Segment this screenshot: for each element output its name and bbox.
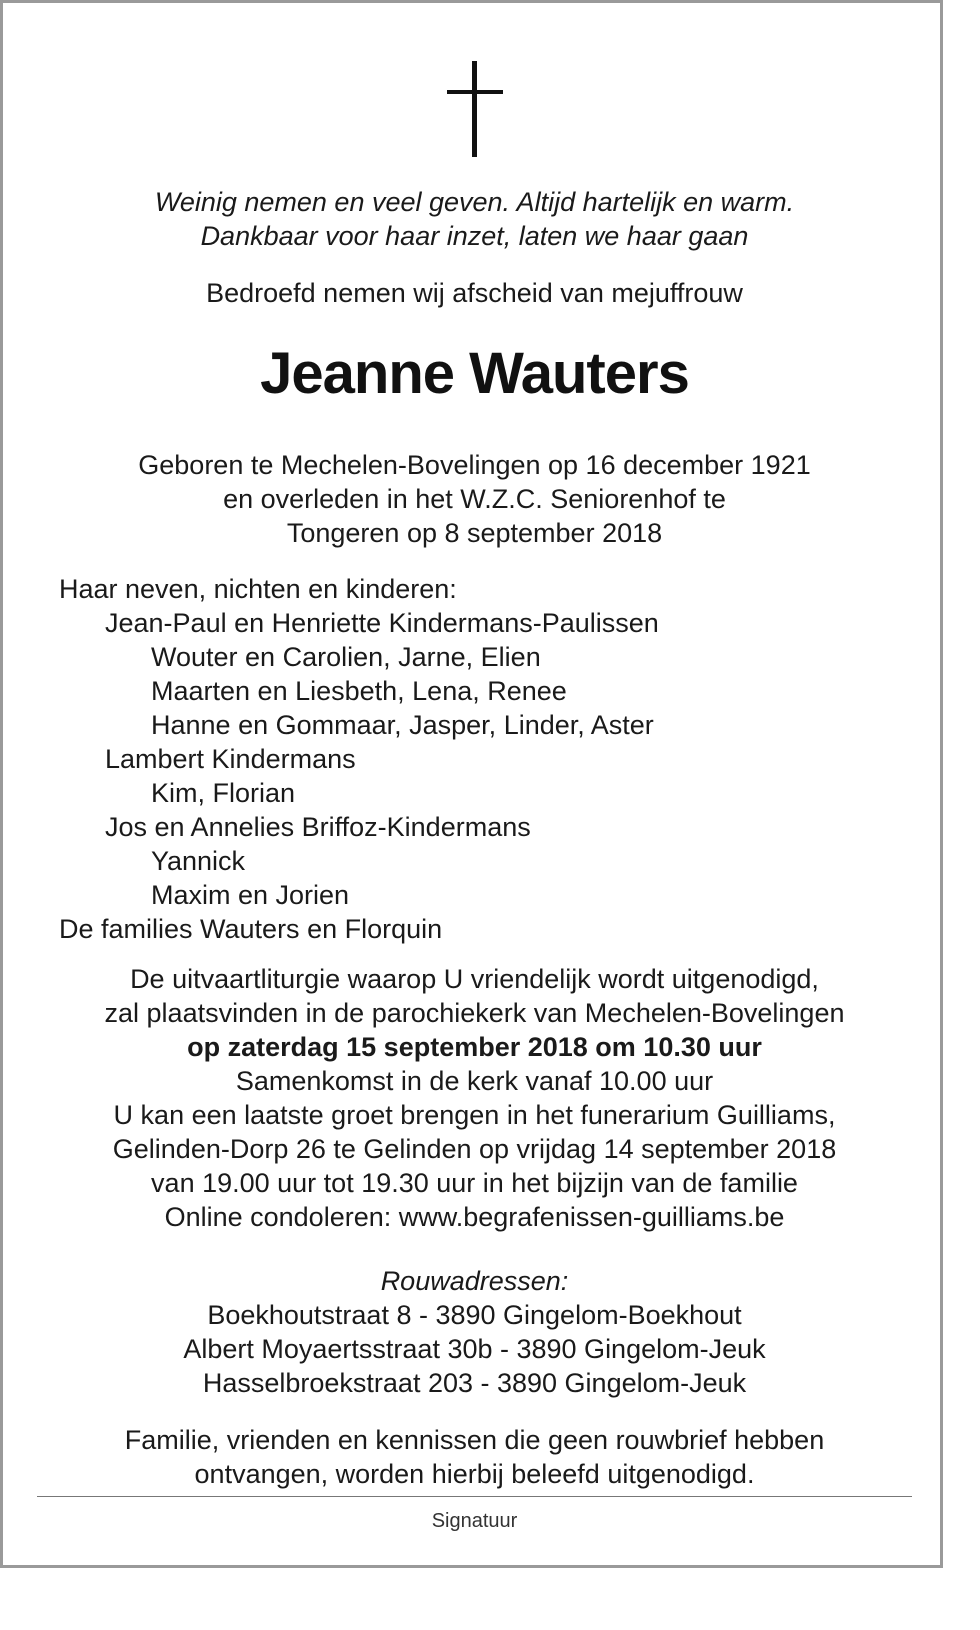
closing-line: Familie, vrienden en kennissen die geen rouwbrief hebben <box>124 1425 825 1455</box>
family-line: Lambert Kindermans <box>105 744 356 774</box>
birth-death-info <box>3 448 946 550</box>
funeral-info <box>3 962 946 1234</box>
address-line: Boekhoutstraat 8 - 3890 Gingelom-Boekhout <box>207 1300 742 1330</box>
intro-line: Bedroefd nemen wij afscheid van mejuffrouw <box>206 278 743 308</box>
family-line: Maxim en Jorien <box>151 880 350 910</box>
family-line: Hanne en Gommaar, Jasper, Linder, Aster <box>151 710 654 740</box>
mourning-addresses <box>3 1264 946 1400</box>
birth-death-line: Geboren te Mechelen-Bovelingen op 16 december 1921 <box>138 450 811 480</box>
deceased-name: Jeanne Wauters <box>260 341 689 406</box>
quote <box>3 185 946 253</box>
funeral-line: U kan een laatste groet brengen in het funerarium Guilliams, <box>113 1100 836 1130</box>
cross-icon <box>447 61 503 157</box>
family-line: Kim, Florian <box>151 778 296 808</box>
family-line: Jos en Annelies Briffoz-Kindermans <box>105 812 531 842</box>
family-line: Jean-Paul en Henriette Kindermans-Paulissen <box>105 608 659 638</box>
divider <box>37 1496 912 1497</box>
closing-line: ontvangen, worden hierbij beleefd uitgenodigd. <box>194 1459 755 1489</box>
quote-line: Weinig nemen en veel geven. Altijd hartelijk en warm. <box>154 187 795 217</box>
funeral-line: Samenkomst in de kerk vanaf 10.00 uur <box>235 1066 714 1096</box>
family-line: Yannick <box>151 846 246 876</box>
birth-death-line: en overleden in het W.Z.C. Seniorenhof te <box>223 484 726 514</box>
funeral-line: Gelinden-Dorp 26 te Gelinden op vrijdag 14 september 2018 <box>112 1134 837 1164</box>
funeral-date: op zaterdag 15 september 2018 om 10.30 uur <box>187 1032 762 1062</box>
family-line: Maarten en Liesbeth, Lena, Renee <box>151 676 567 706</box>
birth-death-line: Tongeren op 8 september 2018 <box>286 518 663 548</box>
family-line: Haar neven, nichten en kinderen: <box>59 574 457 604</box>
address-line: Albert Moyaertsstraat 30b - 3890 Gingelom-Jeuk <box>183 1334 766 1364</box>
family-line: Wouter en Carolien, Jarne, Elien <box>151 642 541 672</box>
funeral-line: zal plaatsvinden in de parochiekerk van Mechelen-Bovelingen <box>104 998 845 1028</box>
condolence-website: Online condoleren: www.begrafenissen-guilliams.be <box>164 1202 785 1232</box>
signature: Signatuur <box>431 1510 518 1532</box>
address-line: Hasselbroekstraat 203 - 3890 Gingelom-Jeuk <box>202 1368 747 1398</box>
family-line: De families Wauters en Florquin <box>59 914 443 944</box>
funeral-line: De uitvaartliturgie waarop U vriendelijk wordt uitgenodigd, <box>130 964 819 994</box>
funeral-line: van 19.00 uur tot 19.30 uur in het bijzijn van de familie <box>151 1168 798 1198</box>
quote-line: Dankbaar voor haar inzet, laten we haar gaan <box>200 221 749 251</box>
addresses-heading: Rouwadressen: <box>380 1266 569 1296</box>
family-list <box>59 572 919 946</box>
intro-text <box>3 276 946 310</box>
closing-text <box>3 1423 946 1491</box>
